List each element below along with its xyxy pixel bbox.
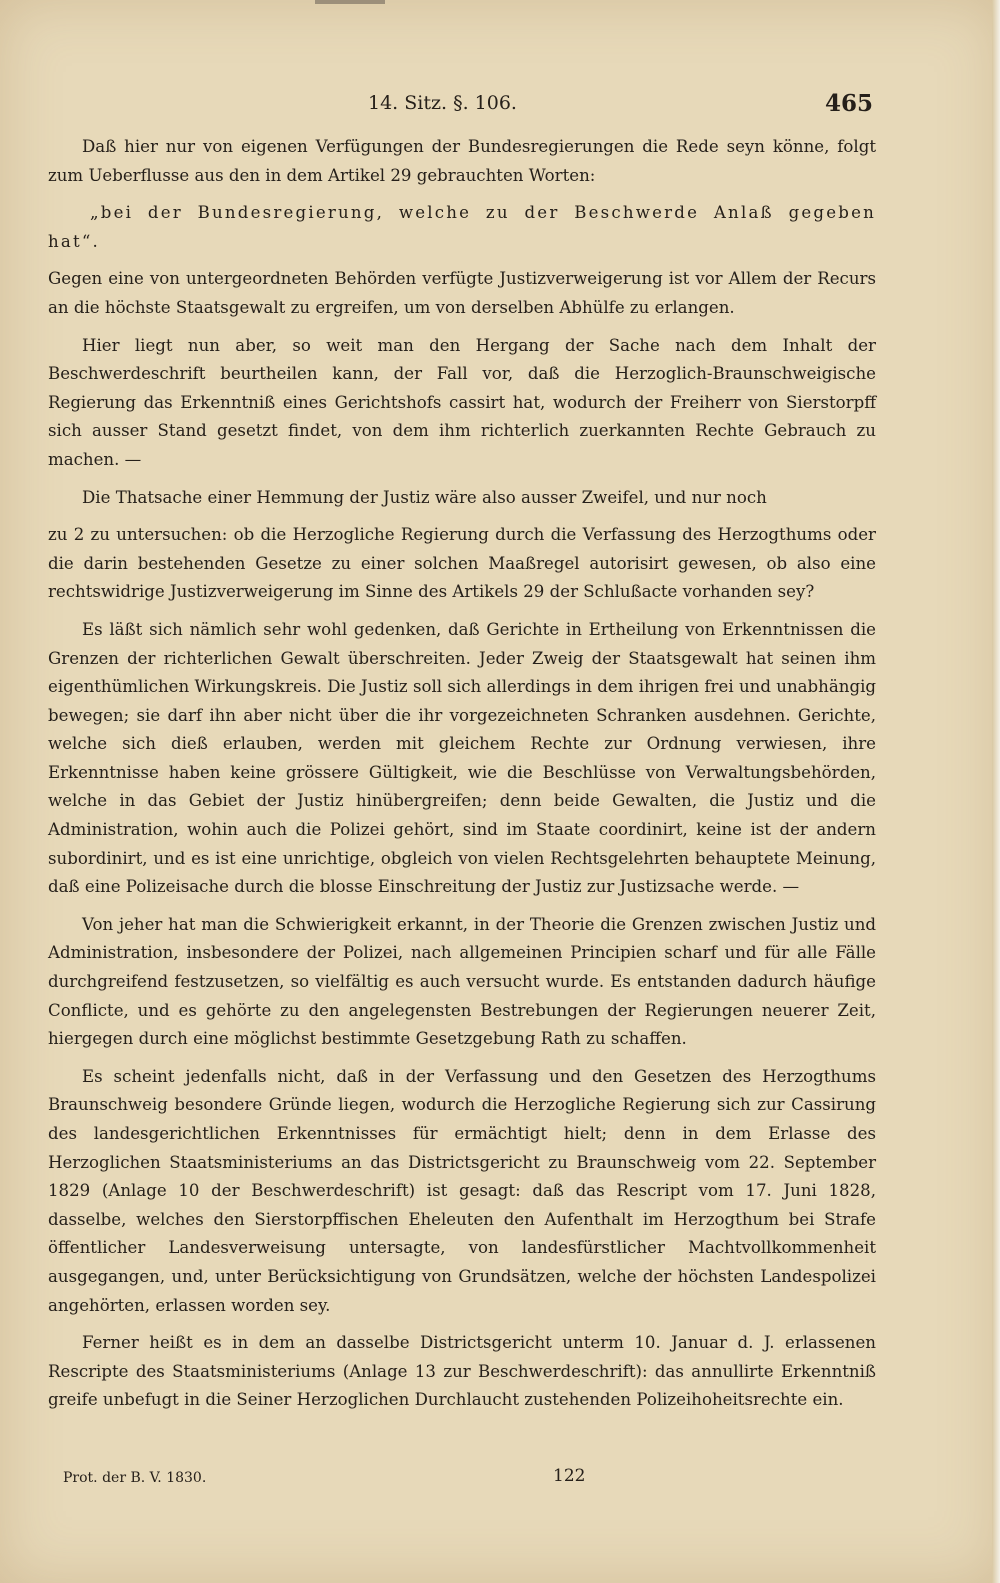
top-edge-mark [315,0,385,4]
running-head: 14. Sitz. §. 106. [368,92,517,114]
page-footer [0,1466,1000,1496]
paragraph-1: Daß hier nur von eigenen Verfügungen der Bundesregierungen die Rede seyn könne, folgt zum Ueberflusse aus den in dem Artikel 29 gebrauchten Worten: [48,137,876,185]
paragraph-2: Hier liegt nun aber, so weit man den Hergang der Sache nach dem Inhalt der Beschwerdeschrift beurtheilen kann, der Fall vor, daß die Herzoglich-Braunschweigische Regierung das Erkenntniß eines Gerichtshofs cassirt hat, wodurch der Freiherr von Sierstorpff sich ausser Stand gesetzt findet, von dem ihm richterlich zuerkannten Rechte Gebrauch zu machen. — [48,335,876,469]
paragraph-6: Von jeher hat man die Schwierigkeit erkannt, in der Theorie die Grenzen zwischen Justiz und Administration, insbesondere der Polizei, nach allgemeinen Principien scharf und für alle Fälle durchgreifend festzusetzen, so vielfältig es auch versucht wurde. Es entstanden dadurch häufige Conflicte, und es gehörte zu den angelegensten Bestrebungen der Regierungen neuerer Zeit, hiergegen durch eine möglichst bestimmte Gesetzgebung Rath zu schaffen. [48,914,876,1049]
page-number: 465 [825,90,874,117]
sheet-number: 122 [553,1466,586,1486]
paragraph-8: Ferner heißt es in dem an dasselbe Districtsgericht unterm 10. Januar d. J. erlassenen Rescripte des Staatsministeriums (Anlage 13 zur Beschwerdeschrift): das annullirte Erkenntniß greife unbefugt in die Seiner Herzoglichen Durchlaucht zustehenden Polizeihoheitsrechte ein. [48,1333,876,1410]
paragraph-3: Die Thatsache einer Hemmung der Justiz wäre also ausser Zweifel, und nur noch [82,487,767,507]
paragraph-4: zu 2 zu untersuchen: ob die Herzogliche Regierung durch die Verfassung des Herzogthums oder die darin bestehenden Gesetze zu einer solchen Maaßregel autorisirt gewesen, ob also eine rechtswidrige Justizverweigerung im Sinne des Artikels 29 der Schlußacte vorhanden sey? [48,525,876,602]
signature-mark: Prot. der B. V. 1830. [63,1470,207,1486]
page-header [0,90,1000,124]
paragraph-5: Es läßt sich nämlich sehr wohl gedenken, daß Gerichte in Ertheilung von Erkenntnissen die Grenzen der richterlichen Gewalt überschreiten. Jeder Zweig der Staatsgewalt hat seinen ihm eigenthümlichen Wirkungskreis. Die Justiz soll sich allerdings in dem ihrigen frei und unabhängig bewegen; sie darf ihn aber nicht über die ihr vorgezeichneten Schranken ausdehnen. Gerichte, welche sich dieß erlauben, werden mit gleichem Rechte zur Ordnung verwiesen, ihre Erkenntnisse haben keine grössere Gültigkeit, wie die Beschlüsse von Verwaltungsbehörden, welche in das Gebiet der Justiz hinübergreifen; denn beide Gewalten, die Justiz und die Administration, wohin auch die Polizei gehört, sind im Staate coordinirt, keine ist der andern subordinirt, und es ist eine unrichtige, obgleich von vielen Rechtsgelehrten behauptete Meinung, daß eine Polizeisache durch die blosse Einschreitung der Justiz zur Justizsache werde. — [48,619,876,897]
paragraph-7: Es scheint jedenfalls nicht, daß in der Verfassung und den Gesetzen des Herzogthums Braunschweig besondere Gründe liegen, wodurch die Herzogliche Regierung sich zur Cassirung des landesgerichtlichen Erkenntnisses für ermächtigt hielt; denn in dem Erlasse des Herzoglichen Staatsministeriums an das Districtsgericht zu Braunschweig vom 22. September 1829 (Anlage 10 der Beschwerdeschrift) ist gesagt: daß das Rescript vom 17. Juni 1828, dasselbe, welches den Sierstorpffischen Eheleuten den Aufenthalt im Herzogthum bei Strafe öffentlicher Landesverweisung untersagte, von landesfürstlicher Machtvollkommenheit ausgegangen, und, unter Berücksichtigung von Grundsätzen, welche der höchsten Landespolizei angehörten, erlassen worden sey. [48,1066,876,1315]
page-body [48,133,876,1424]
paragraph-1-continuation: Gegen eine von untergeordneten Behörden verfügte Justizverweigerung ist vor Allem der Recurs an die höchste Staatsgewalt zu ergreifen, um von derselben Abhülfe zu erlangen. [48,269,876,317]
page-edge [992,0,1000,1583]
quoted-phrase: „bei der Bundesregierung, welche zu der Beschwerde Anlaß gegeben hat“. [48,203,876,251]
